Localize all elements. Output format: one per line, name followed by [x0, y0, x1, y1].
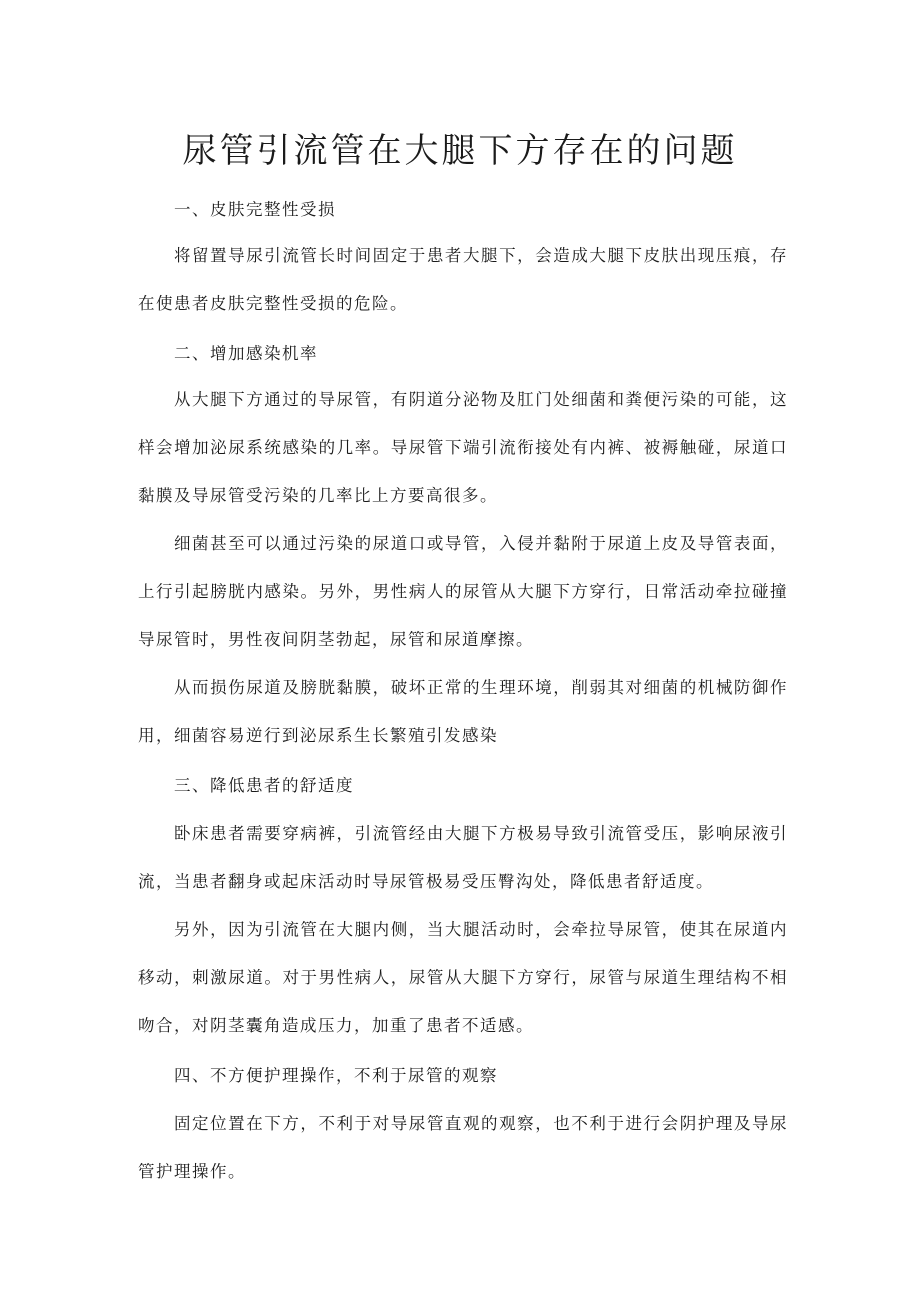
section-3-paragraph-2: 另外，因为引流管在大腿内侧，当大腿活动时，会牵拉导尿管，使其在尿道内移动，刺激尿道。对于男性病人，尿管从大腿下方穿行，尿管与尿道生理结构不相吻合，对阴茎囊角造成压力，加重了患者不适感。 — [138, 920, 788, 1035]
section-1-paragraph-1: 将留置导尿引流管长时间固定于患者大腿下，会造成大腿下皮肤出现压痕，存在使患者皮肤完整性受损的危险。 — [138, 246, 788, 313]
section-heading-1: 一、皮肤完整性受损 — [174, 200, 336, 219]
page-title: 尿管引流管在大腿下方存在的问题 — [182, 131, 738, 171]
section-3-paragraph-1: 卧床患者需要穿病裤，引流管经由大腿下方极易导致引流管受压，影响尿液引流，当患者翻身或起床活动时导尿管极易受压臀沟处，降低患者舒适度。 — [138, 824, 788, 891]
section-2-paragraph-2: 细菌甚至可以通过污染的尿道口或导管，入侵并黏附于尿道上皮及导管表面，上行引起膀胱内感染。另外，男性病人的尿管从大腿下方穿行，日常活动牵拉碰撞导尿管时，男性夜间阴茎勃起，尿管和尿道摩擦。 — [138, 534, 788, 649]
section-2-paragraph-1: 从大腿下方通过的导尿管，有阴道分泌物及肛门处细菌和粪便污染的可能，这样会增加泌尿系统感染的几率。导尿管下端引流衔接处有内裤、被褥触碰，尿道口黏膜及导尿管受污染的几率比上方要高很多。 — [138, 390, 788, 505]
section-2-paragraph-3: 从而损伤尿道及膀胱黏膜，破坏正常的生理环境，削弱其对细菌的机械防御作用，细菌容易逆行到泌尿系生长繁殖引发感染 — [138, 678, 788, 745]
section-heading-3: 三、降低患者的舒适度 — [174, 776, 354, 795]
section-heading-4: 四、不方便护理操作，不利于尿管的观察 — [174, 1066, 498, 1085]
section-heading-2: 二、增加感染机率 — [174, 344, 318, 363]
section-4-paragraph-1: 固定位置在下方，不利于对导尿管直观的观察，也不利于进行会阴护理及导尿管护理操作。 — [138, 1114, 788, 1181]
